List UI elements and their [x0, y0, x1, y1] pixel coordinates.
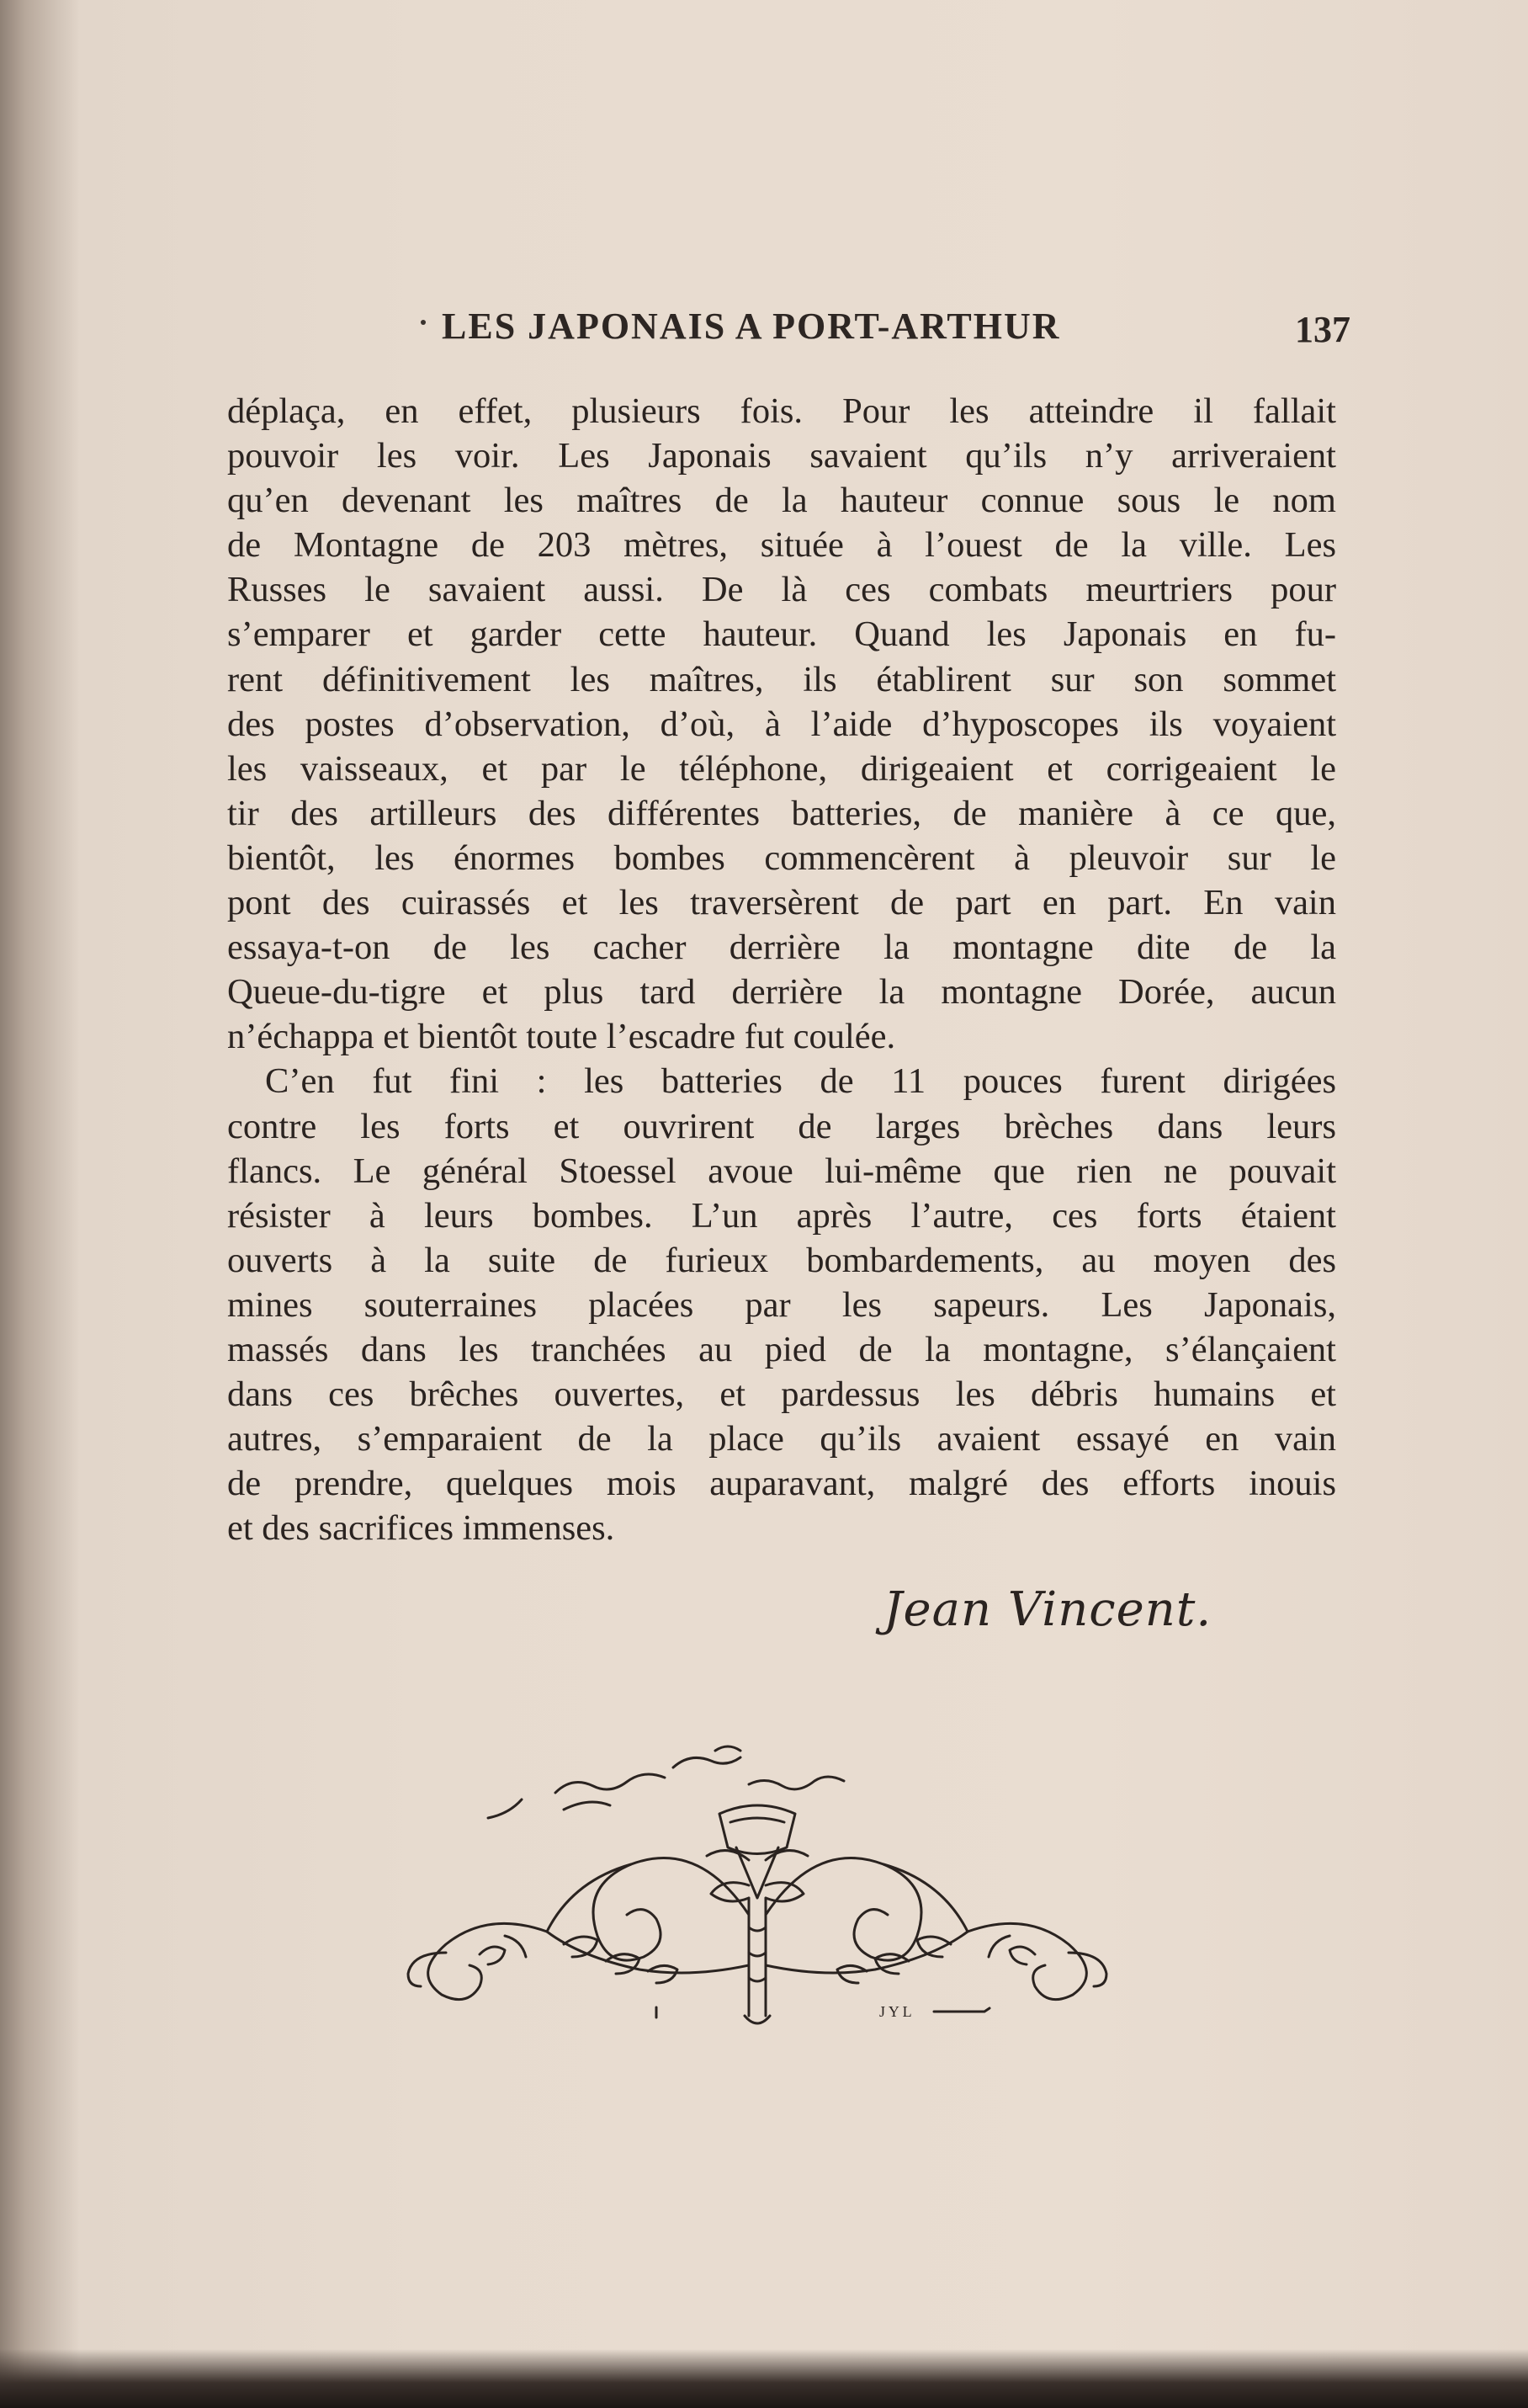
text-line: déplaça, en effet, plusieurs fois. Pour les atteindre il fallait — [227, 391, 1336, 431]
text-line: les vaisseaux, et par le téléphone, dirigeaient et corrigeaient le — [227, 748, 1336, 789]
print-speck — [421, 320, 426, 325]
text-line: résister à leurs bombes. L’un après l’autre, ces forts étaient — [227, 1195, 1336, 1236]
page-number: 137 — [1295, 309, 1350, 350]
text-line: essaya-t-on de les cacher derrière la montagne dite de la — [227, 928, 1336, 968]
text-line: Russes le savaient aussi. De là ces combats meurtriers pour — [227, 570, 1336, 610]
page-bottom-shadow — [0, 2349, 1528, 2408]
engraver-mark: J Y L — [879, 2003, 912, 2020]
torch-and-scrollwork-ornament-icon — [395, 1734, 1119, 2045]
text-line: dans ces brêches ouvertes, et pardessus les débris humains et — [227, 1374, 1336, 1415]
text-line: flancs. Le général Stoessel avoue lui-même que rien ne pouvait — [227, 1151, 1336, 1191]
text-line: de prendre, quelques mois auparavant, malgré des efforts inouis — [227, 1464, 1336, 1504]
text-line: ouverts à la suite de furieux bombardements, au moyen des — [227, 1240, 1336, 1280]
text-line: pont des cuirassés et les traversèrent de part en part. En vain — [227, 883, 1336, 923]
text-line: bientôt, les énormes bombes commencèrent à pleuvoir sur le — [227, 837, 1336, 878]
text-line: tir des artilleurs des différentes batteries, de manière à ce que, — [227, 793, 1336, 833]
text-line: contre les forts et ouvrirent de larges brèches dans leurs — [227, 1106, 1336, 1146]
text-line: autres, s’emparaient de la place qu’ils avaient essayé en vain — [227, 1419, 1336, 1459]
body-text — [227, 389, 1336, 1550]
running-title: LES JAPONAIS A PORT-ARTHUR — [442, 306, 1061, 347]
text-line-paragraph-start: C’en fut fini : les batteries de 11 pouces furent dirigées — [265, 1061, 1336, 1102]
book-gutter-shadow — [0, 0, 80, 2408]
text-line: rent définitivement les maîtres, ils établirent sur son sommet — [227, 659, 1336, 699]
text-line: s’emparer et garder cette hauteur. Quand les Japonais en fu- — [227, 614, 1336, 655]
author-signature: Jean Vincent. — [883, 1582, 1212, 1637]
text-line: mines souterraines placées par les sapeurs. Les Japonais, — [227, 1284, 1336, 1325]
text-line-paragraph-end: n’échappa et bientôt toute l’escadre fut coulée. — [227, 1017, 896, 1057]
text-line: massés dans les tranchées au pied de la montagne, s’élançaient — [227, 1329, 1336, 1369]
text-line-paragraph-end: et des sacrifices immenses. — [227, 1508, 615, 1549]
text-line: des postes d’observation, d’où, à l’aide d’hyposcopes ils voyaient — [227, 704, 1336, 744]
text-line: Queue-du-tigre et plus tard derrière la montagne Dorée, aucun — [227, 972, 1336, 1013]
text-line: pouvoir les voir. Les Japonais savaient qu’ils n’y arriveraient — [227, 436, 1336, 476]
text-line: de Montagne de 203 mètres, située à l’ouest de la ville. Les — [227, 525, 1336, 566]
running-head — [442, 305, 1350, 364]
text-line: qu’en devenant les maîtres de la hauteur connue sous le nom — [227, 481, 1336, 521]
